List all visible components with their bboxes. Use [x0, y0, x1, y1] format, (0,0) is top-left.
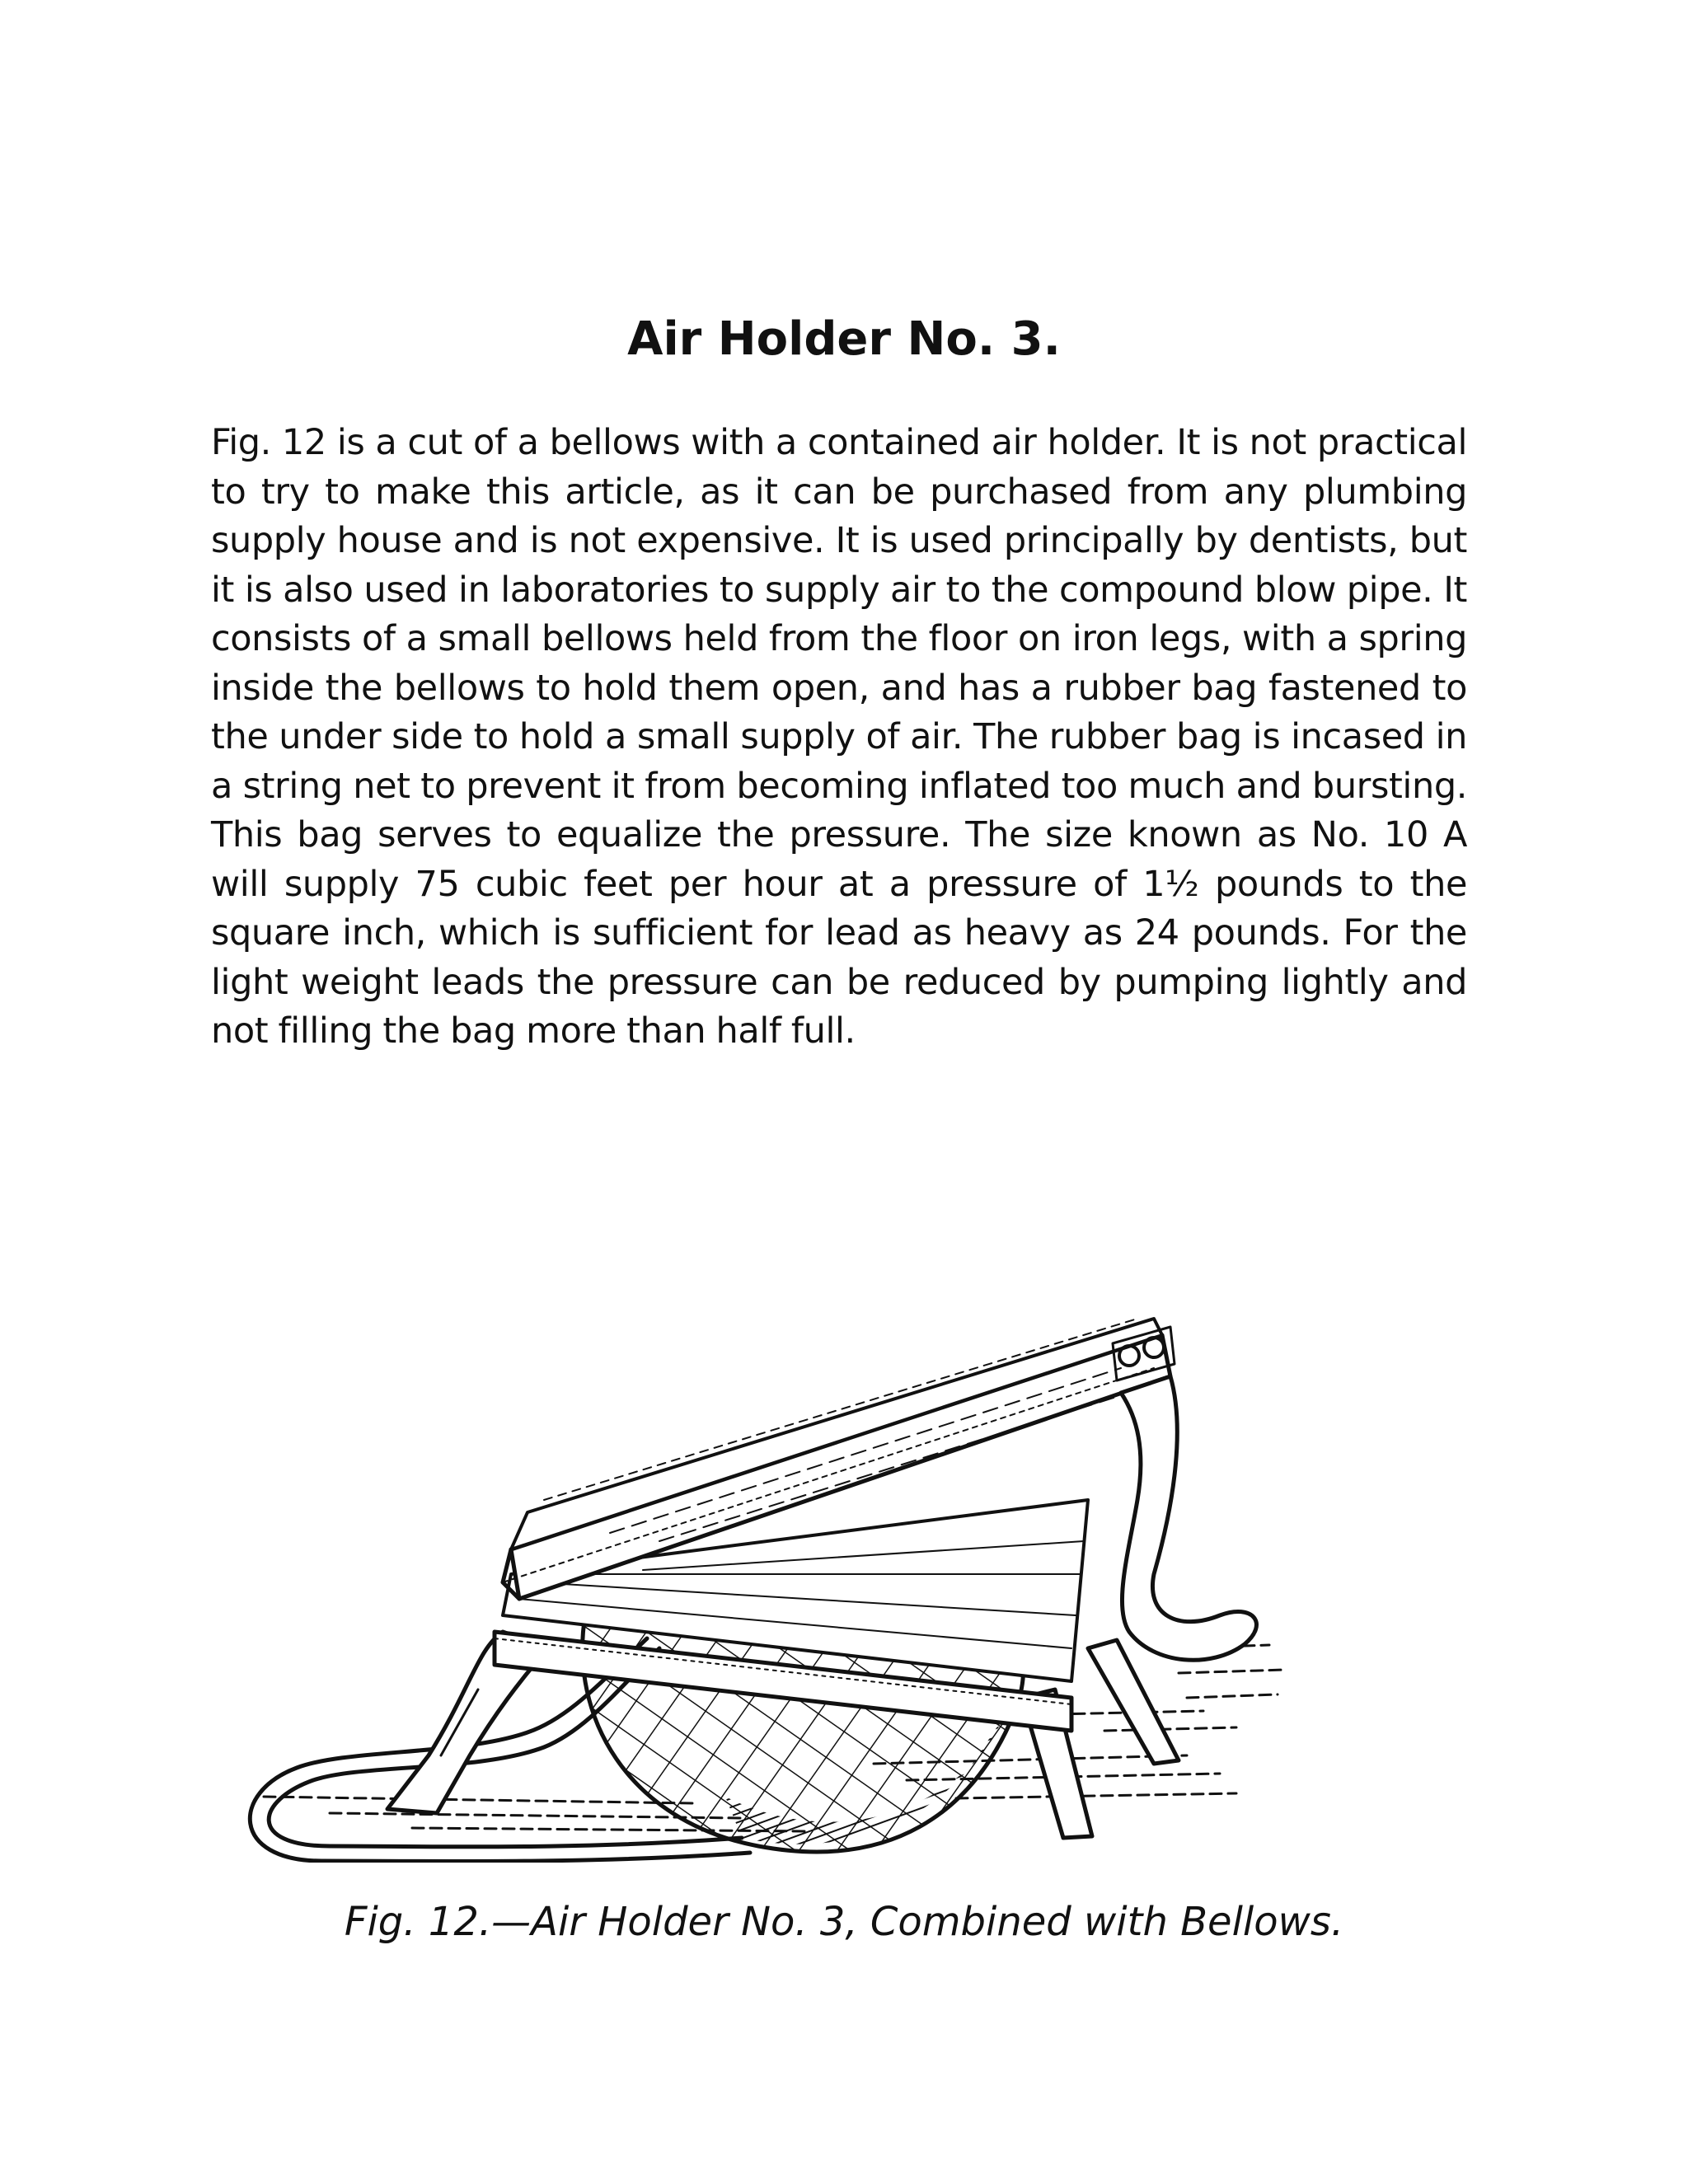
spring-bracket — [1121, 1376, 1256, 1660]
bellows-air-holder-illustration — [231, 1187, 1451, 1863]
side-leg — [1088, 1640, 1179, 1764]
body-paragraph: Fig. 12 is a cut of a bellows with a contained air holder. It is not practical to try to make this article, as it can be purchased from any plumbing supply house and is not expensive. It is used principally by dentists, but it is also used in laboratories to supply air to the compound blow pipe. It consists of a small bellows held from the floor on iron legs, with a spring inside the bellows to hold them open, and has a rubber bag fastened to the under side to hold a small supply of air. The rubber bag is incased in a string net to prevent it from becoming inflated too much and bursting. This bag serves to equalize the pressure. The size known as No. 10 A will supply 75 cubic feet per hour at a pressure of 1½ pounds to the square inch, which is sufficient for lead as heavy as 24 pounds. For the light weight leads the pressure can be reduced by pumping lightly and not filling the bag more than half full. — [211, 422, 1467, 1052]
figure-caption: Fig. 12.—Air Holder No. 3, Combined with Bellows. — [344, 1899, 1344, 1945]
figure-bellows — [231, 1187, 1451, 1863]
page-title: Air Holder No. 3. — [627, 312, 1061, 366]
